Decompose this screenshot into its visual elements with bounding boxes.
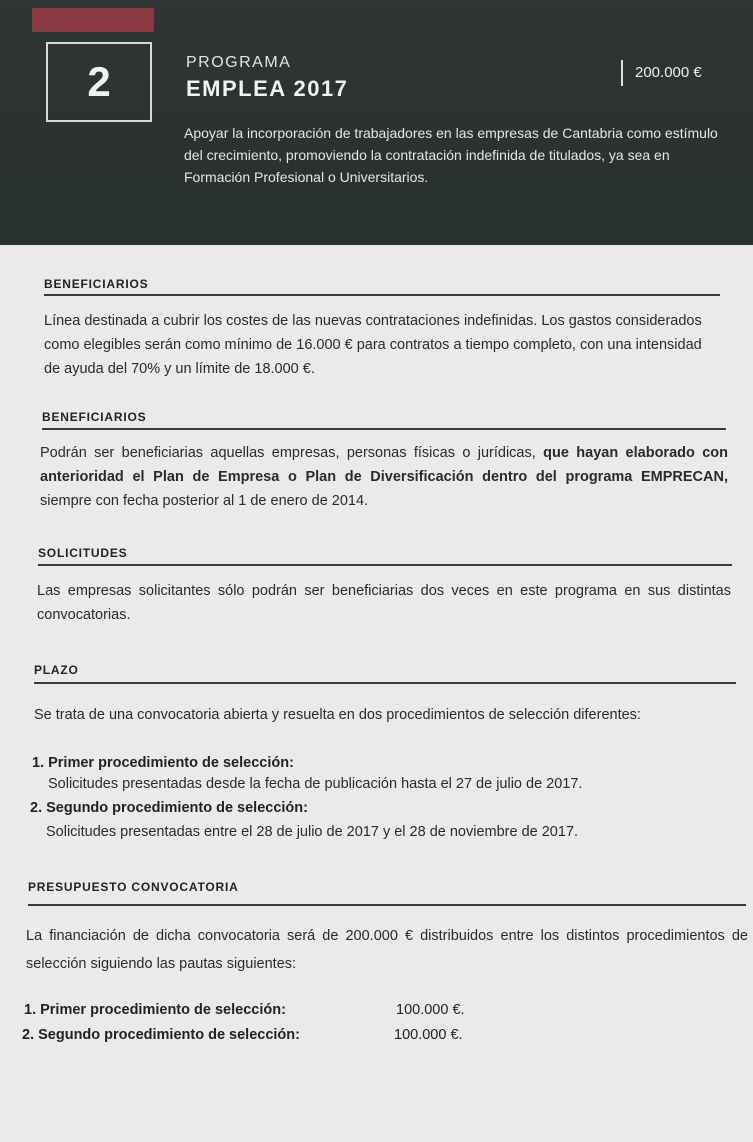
- section-title-plazo: PLAZO: [34, 663, 79, 677]
- section-text-solicitudes: Las empresas solicitantes sólo podrán ser beneficiarias dos veces en este programa en sus distintas convocatorias.: [37, 583, 731, 623]
- red-tab-decoration: [32, 8, 154, 32]
- beneficiarios-text-start: Podrán ser beneficiarias aquellas empresas, personas físicas o jurídicas,: [40, 445, 544, 461]
- section-text-plazo: Se trata de una convocatoria abierta y resuelta en dos procedimientos de selección diferentes:: [34, 707, 641, 723]
- section-title-solicitudes: SOLICITUDES: [38, 546, 128, 560]
- plazo-item-1-text: Solicitudes presentadas desde la fecha de publicación hasta el 27 de julio de 2017.: [48, 776, 583, 792]
- budget-row-1: [24, 1002, 465, 1018]
- section-title-presupuesto: PRESUPUESTO CONVOCATORIA: [28, 880, 239, 894]
- beneficiarios-text-bold: que hayan elaborado con anterioridad el Plan de Empresa o Plan de Diversificación dentro del programa EMPRECAN,: [40, 445, 728, 485]
- section-rule: [28, 904, 746, 906]
- program-amount: 200.000 €: [635, 64, 702, 81]
- budget-row-1-label: 1. Primer procedimiento de selección:: [24, 1002, 286, 1018]
- amount-divider: [621, 60, 623, 86]
- budget-row-2-label: 2. Segundo procedimiento de selección:: [22, 1027, 300, 1043]
- program-intro: Apoyar la incorporación de trabajadores en las empresas de Cantabria como estímulo del crecimiento, promoviendo la contratación indefinida de titulados, ya sea en Formación Profesional o Universitarios.: [184, 125, 718, 185]
- section-rule: [38, 564, 732, 566]
- section-title-beneficiarios-2: BENEFICIARIOS: [42, 410, 147, 424]
- budget-row-1-value: 100.000 €.: [396, 1002, 465, 1018]
- plazo-item-2-text: Solicitudes presentadas entre el 28 de julio de 2017 y el 28 de noviembre de 2017.: [46, 824, 579, 840]
- section-text-beneficiarios-2: [40, 441, 728, 513]
- program-title: EMPLEA 2017: [186, 76, 349, 101]
- budget-row-2-value: 100.000 €.: [394, 1027, 463, 1043]
- section-title-beneficiarios-1: BENEFICIARIOS: [44, 277, 149, 291]
- section-rule: [44, 294, 720, 296]
- beneficiarios-text-end: siempre con fecha posterior al 1 de enero de 2014.: [40, 493, 369, 509]
- section-rule: [42, 428, 726, 430]
- program-number: 2: [46, 42, 152, 122]
- section-text-presupuesto: La financiación de dicha convocatoria será de 200.000 € distribuidos entre los distintos procedimientos de selección siguiendo las pautas siguientes:: [26, 928, 748, 972]
- program-label: PROGRAMA: [186, 54, 292, 71]
- plazo-item-2-title: 2. Segundo procedimiento de selección:: [30, 800, 308, 816]
- plazo-item-1-title: 1. Primer procedimiento de selección:: [32, 755, 294, 771]
- header-panel: [0, 0, 753, 245]
- section-rule: [34, 682, 736, 684]
- section-text-beneficiarios-1: Línea destinada a cubrir los costes de las nuevas contrataciones indefinidas. Los gastos considerados como elegibles serán como mínimo de 16.000 € para contratos a tiempo completo, con una intensidad de ayuda del 70% y un límite de 18.000 €.: [44, 313, 702, 377]
- budget-row-2: [22, 1027, 463, 1043]
